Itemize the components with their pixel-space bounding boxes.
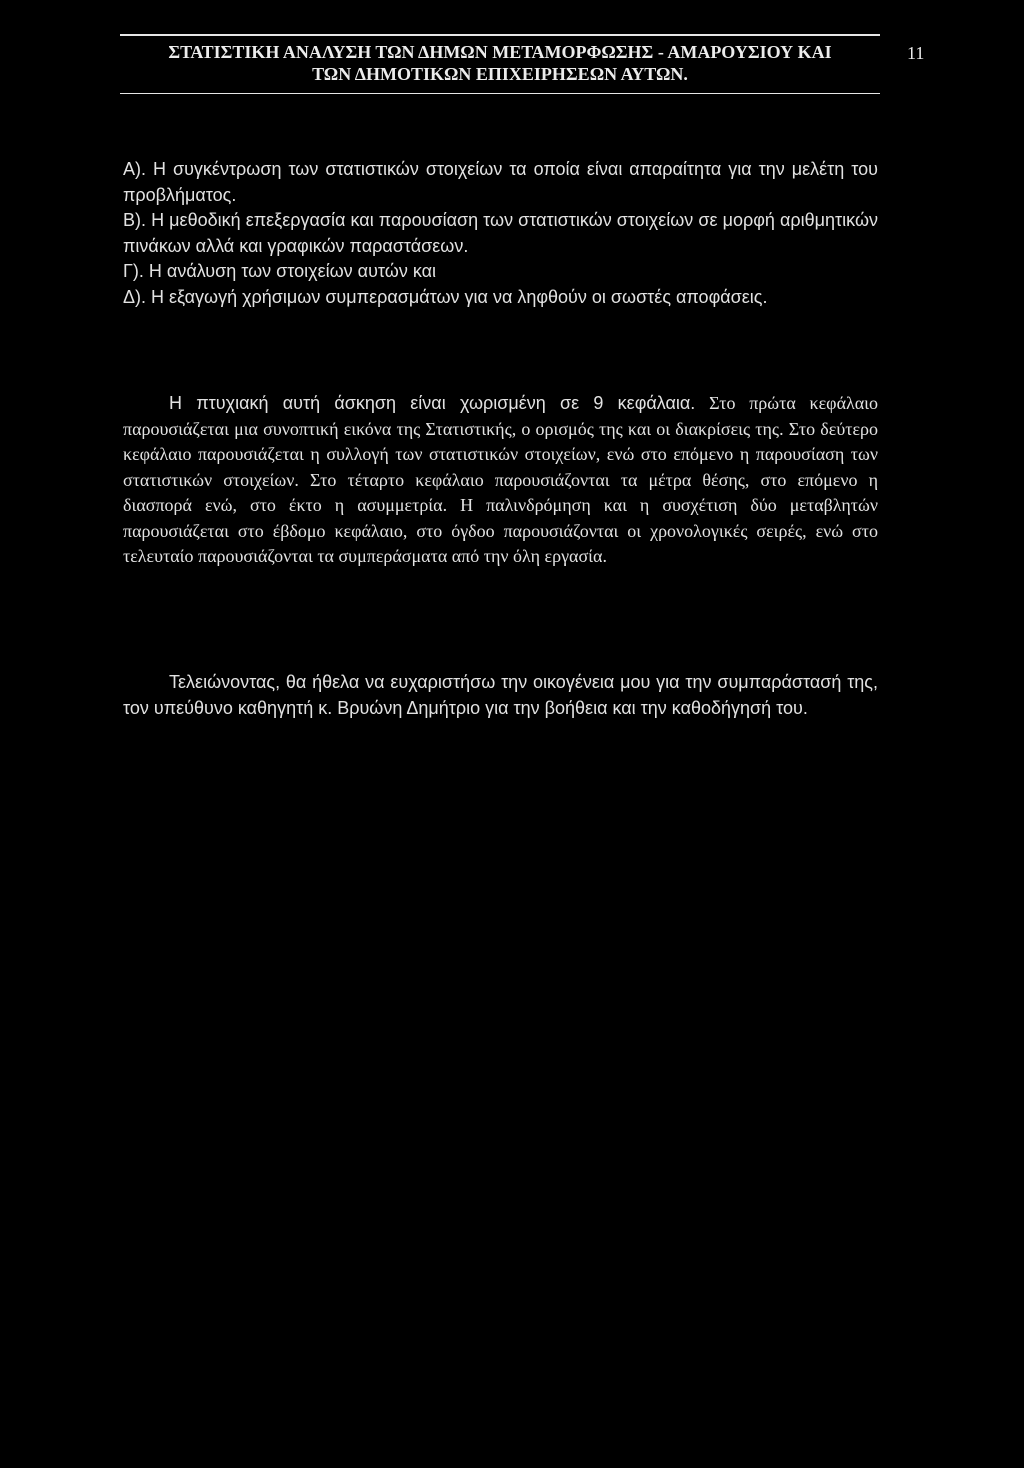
- objective-c: Γ). Η ανάλυση των στοιχείων αυτών και: [123, 261, 437, 281]
- objective-d: Δ). Η εξαγωγή χρήσιμων συμπερασμάτων για να ληφθούν οι σωστές αποφάσεις.: [123, 286, 768, 307]
- objective-b: Β). Η μεθοδική επεξεργασία και παρουσίαση των στατιστικών στοιχείων σε μορφή αριθμητικών πινάκων αλλά και γραφικών παραστάσεων.: [123, 210, 878, 256]
- header-line-2: ΤΩΝ ΔΗΜΟΤΙΚΩΝ ΕΠΙΧΕΙΡΗΣΕΩΝ ΑΥΤΩΝ.: [312, 64, 688, 84]
- structure-sentence-1: Η πτυχιακή αυτή άσκηση είναι χωρισμένη σε 9 κεφάλαια.: [169, 393, 696, 413]
- header-top-rule: [120, 34, 880, 36]
- objective-a: Α). Η συγκέντρωση των στατιστικών στοιχείων τα οποία είναι απαραίτητα για την μελέτη του προβλήματος.: [123, 159, 878, 205]
- structure-sentence-4: Στο τέταρτο κεφάλαιο παρουσιάζονται τα μέτρα θέσης, στο επόμενο η διασπορά ενώ, στο έκτο η ασυμμετρία.: [123, 469, 878, 515]
- structure-sentence-3: Στο δεύτερο κεφάλαιο παρουσιάζεται η συλλογή των στατιστικών στοιχείων, ενώ στο επόμενο η παρουσίαση των στατιστικών στοιχείων.: [123, 418, 878, 490]
- page-number: 11: [907, 43, 925, 63]
- objectives-list: [123, 157, 878, 310]
- acknowledgements-text: Τελειώνοντας, θα ήθελα να ευχαριστήσω την οικογένεια μου για την συμπαράστασή της, τον υπεύθυνο καθηγητή κ. Βρυώνη Δημήτριο για την βοήθεια και την καθοδήγησή του.: [123, 672, 878, 718]
- structure-paragraph: [123, 391, 878, 570]
- header-bottom-rule: [120, 93, 880, 94]
- structure-sentence-5: Η παλινδρόμηση και η συσχέτιση δύο μεταβλητών παρουσιάζεται στο έβδομο κεφάλαιο, στο όγδοο παρουσιάζονται οι χρονολογικές σειρές, ενώ στο τελευταίο παρουσιάζονται τα συμπεράσματα από την όλη εργασία.: [123, 495, 878, 566]
- header-line-1: ΣΤΑΤΙΣΤΙΚΗ ΑΝΑΛΥΣΗ ΤΩΝ ΔΗΜΩΝ ΜΕΤΑΜΟΡΦΩΣΗΣ - ΑΜΑΡΟΥΣΙΟΥ ΚΑΙ: [168, 42, 832, 62]
- acknowledgements-paragraph: [123, 670, 878, 721]
- running-header: [120, 41, 880, 85]
- structure-sentence-2: Στο πρώτα κεφάλαιο παρουσιάζεται μια συνοπτική εικόνα της Στατιστικής, ο ορισμός της και οι διακρίσεις της.: [123, 393, 878, 439]
